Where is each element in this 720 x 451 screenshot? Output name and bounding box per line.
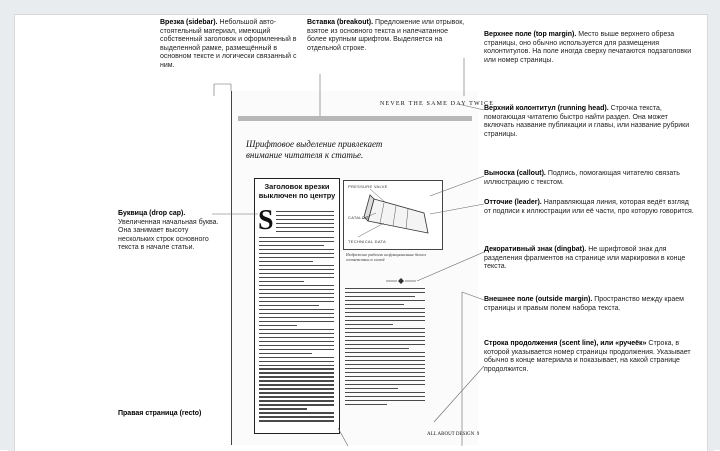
annotation-term: Строка продолжения (scent line), или «ручеёк»: [484, 340, 647, 347]
page-number: 9: [476, 432, 480, 437]
annotation-text: Пространство между краем страницы и правым полем набора текста.: [484, 296, 684, 312]
callout-label-bottom: TECHNICAL DATA: [348, 239, 386, 244]
drop-cap: S: [258, 205, 274, 236]
figure-caption: Изображение разделено на функциональные блоки в соответствии со схемой: [346, 253, 427, 262]
annotation-term: Внешнее поле (outside margin).: [484, 296, 593, 303]
annotation-text: Не шрифтовой знак для разделения фрагментов на странице или маркировки в конце текста.: [484, 246, 686, 271]
annotation-text: Предложение или отрывок, взятое из основного текста и напечатанное более крупным шрифтом. Выделяется на отдельной строке.: [307, 19, 465, 52]
footer-text: ALL ABOUT DESIGN: [427, 432, 475, 437]
annotation-term: Декоративный знак (dingbat).: [484, 246, 587, 253]
callout-label-top: PRESSURE VALVE: [348, 184, 388, 189]
annotation-text: Направляющая линия, которая ведёт взгляд от подписи к иллюстрации или её части, про которую говорится.: [484, 199, 694, 215]
running-head: NEVER THE SAME DAY TWICE: [380, 101, 495, 107]
annotation-term: Отточие (leader).: [484, 199, 542, 206]
callout-label-mid: CATALOG: [348, 215, 369, 220]
annotation-text: Увеличенная начальная буква. Она занимает высоту нескольких строк основного текста в начале статьи.: [118, 218, 219, 252]
annotation-text: Строчка текста, помогающая читателю быстро найти раздел. Она может включать название публикации и главы, или название рубрики страницы.: [484, 105, 690, 138]
annotation-term: Вставка (breakout).: [307, 19, 374, 26]
breakout-text: Шрифтовое выделение привлекает внимание читателя к статье.: [246, 139, 383, 160]
annotation-term: Буквица (drop cap).: [118, 210, 186, 217]
annotation-term: Верхний колонтитул (running head).: [484, 105, 609, 112]
annotation-text: Место выше верхнего обреза страницы, оно обычно используется для размещения колонтитулов. На поле иногда сверху печатаются подзаголовки или номер страницы.: [484, 31, 692, 64]
annotation-term: Врезка (sidebar).: [160, 19, 218, 26]
annotation-text: Строка, в которой указывается номер страницы продолжения. Указывает обычно в конце материала и показывает, на какой странице продолжится.: [484, 340, 691, 373]
annotation-term: Верхнее поле (top margin).: [484, 31, 577, 38]
sidebar-title: Заголовок врезки выключен по центру: [258, 182, 336, 200]
annotation-text: Подпись, помогающая читателю связать иллюстрацию с текстом.: [484, 170, 680, 186]
annotation-text: Небольшой авто-стоятельный материал, имеющий собственный заголовок и оформленный в выделенной рамке, размещённый в основном тексте и логически связанный с ним.: [160, 19, 297, 69]
annotation-term: Выноска (callout).: [484, 170, 546, 177]
annotation-term: Правая страница (recto): [118, 410, 202, 417]
